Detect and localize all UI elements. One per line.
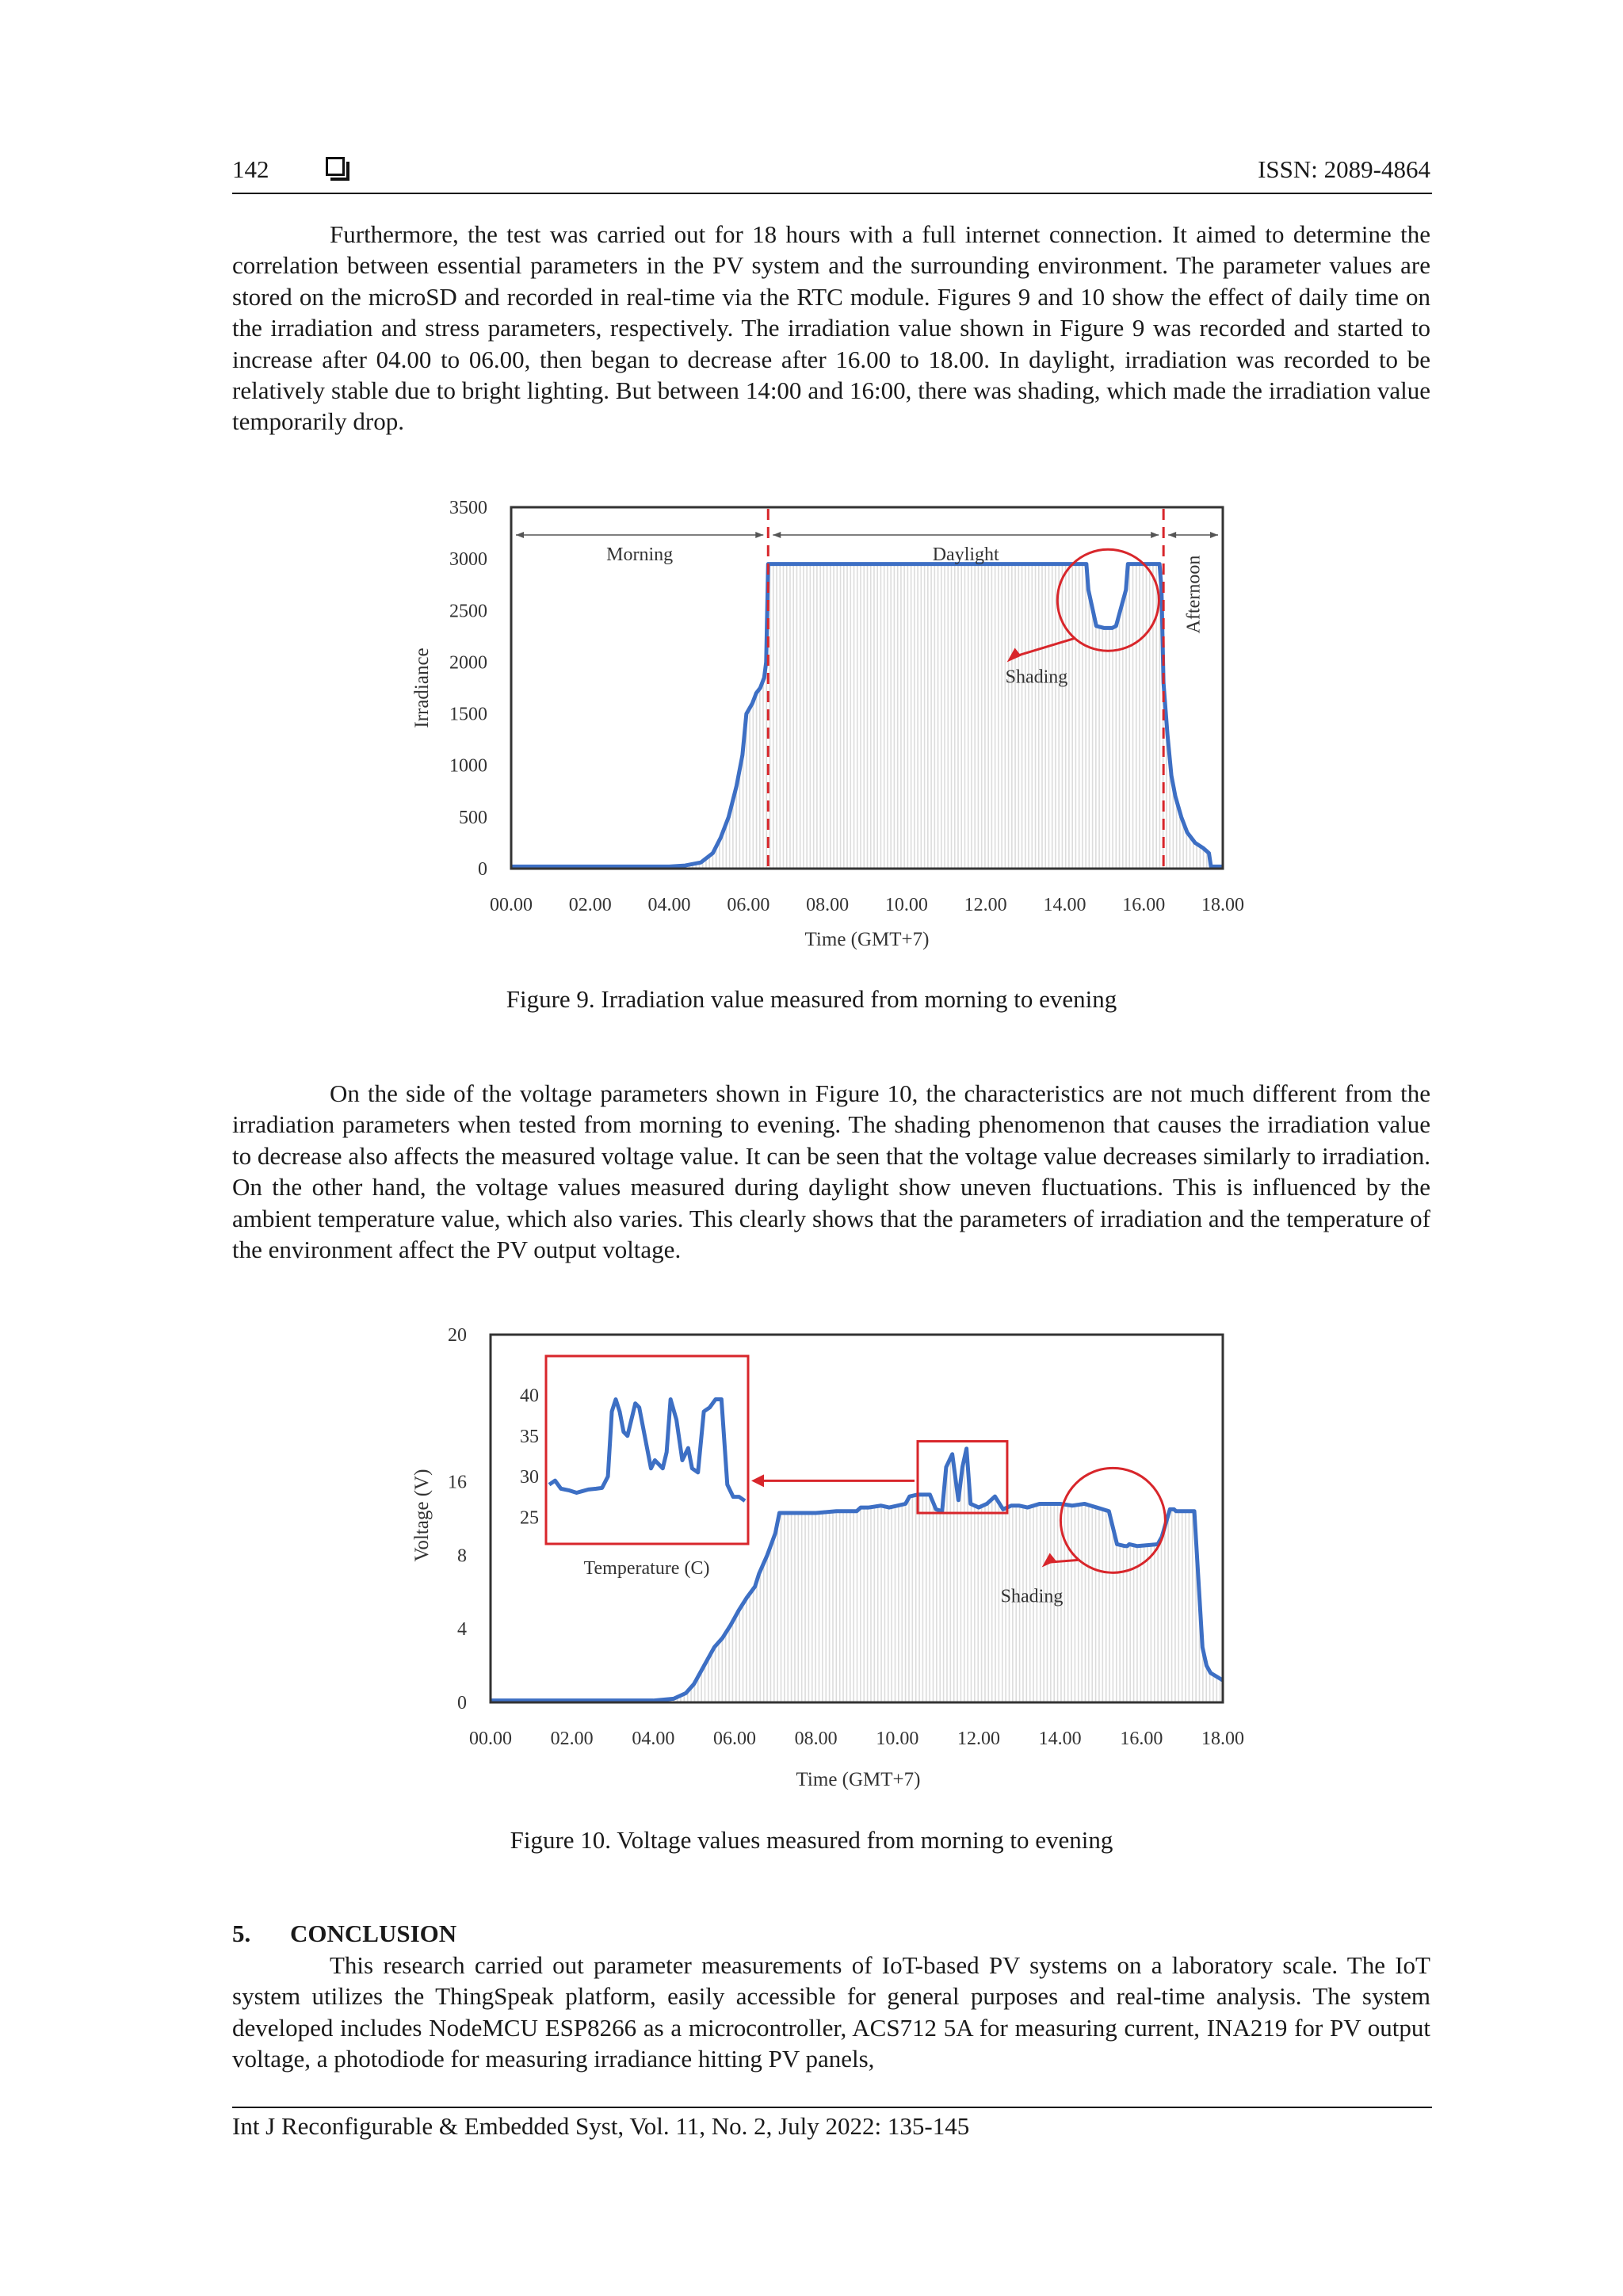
x-tick-label: 18.00 — [1201, 1729, 1244, 1749]
region-label: Morning — [606, 544, 674, 565]
arrow-head — [755, 532, 763, 538]
x-tick-label: 08.00 — [794, 1729, 838, 1749]
y-tick-label: 2000 — [449, 652, 487, 674]
body-paragraph-1: Furthermore, the test was carried out for 18 hours with a full internet connection. It aimed to determine the correlation between essential parameters in the PV system and the surrounding environment. The parameter values are stored on the microSD and recorded in real-time via the RTC module. Figures 9 and 10 show the effect of daily time on the irradiation and stress parameters, respectively. The irradiation value shown in Figure 9 was recorded and started to increase after 04.00 to 06.00, then began to decrease after 16.00 to 18.00. In daylight, irradiation was recorded to be relatively stable due to bright lighting. But between 14:00 and 16:00, there was shading, which made the irradiation value temporarily drop. — [232, 220, 1430, 436]
shading-label: Shading — [1005, 667, 1068, 688]
x-tick-label: 02.00 — [550, 1729, 594, 1749]
figure-10-chart — [396, 1316, 1268, 1807]
arrow-head — [1151, 532, 1159, 538]
figure-9-caption: Figure 9. Irradiation value measured from morning to evening — [506, 985, 1117, 1013]
arrow-head — [1168, 532, 1176, 538]
y-tick-label: 8 — [457, 1545, 467, 1567]
body-paragraph-3: This research carried out parameter measurements of IoT-based PV systems on a laboratory scale. The IoT system utilizes the ThingSpeak platform, easily accessible for general purposes and real-time analysis. The system developed includes NodeMCU ESP8266 as a microcontroller, ACS712 5A for measuring current, INA219 for PV output voltage, a photodiode for measuring irradiance hitting PV panels, — [232, 1951, 1430, 2073]
section-heading — [232, 1920, 456, 1948]
y-axis-label: Voltage (V) — [411, 1469, 433, 1562]
arrow-head — [1210, 532, 1218, 538]
y-tick-label: 0 — [478, 859, 487, 880]
x-tick-label: 04.00 — [632, 1729, 675, 1749]
x-tick-label: 12.00 — [964, 895, 1007, 915]
arrow-head — [773, 532, 781, 538]
x-tick-label: 10.00 — [884, 895, 928, 915]
region-label: Afternoon — [1183, 555, 1205, 634]
x-tick-label: 04.00 — [647, 895, 691, 915]
x-tick-label: 16.00 — [1120, 1729, 1163, 1749]
x-tick-label: 10.00 — [876, 1729, 919, 1749]
section-number: 5. — [232, 1920, 251, 1947]
shading-label: Shading — [1000, 1586, 1064, 1607]
x-tick-label: 00.00 — [490, 895, 533, 915]
x-tick-label: 08.00 — [806, 895, 850, 915]
y-tick-label: 0 — [457, 1693, 467, 1713]
y-tick-label: 3500 — [449, 498, 487, 518]
inset-caption: Temperature (C) — [583, 1558, 710, 1579]
arrow-head — [516, 532, 524, 538]
y-tick-label: 16 — [448, 1472, 467, 1493]
section-title: CONCLUSION — [290, 1920, 457, 1947]
y-tick-label: 3000 — [449, 549, 487, 571]
y-tick-label: 1500 — [449, 704, 487, 725]
arrow-head — [751, 1474, 764, 1487]
inset-y-tick-label: 25 — [520, 1507, 539, 1529]
header-rule — [232, 193, 1432, 194]
x-tick-label: 12.00 — [957, 1729, 1000, 1749]
y-axis-label: Irradiance — [411, 648, 433, 728]
y-tick-label: 4 — [457, 1619, 467, 1641]
x-tick-label: 06.00 — [727, 895, 770, 915]
inset-y-tick-label: 35 — [520, 1426, 539, 1447]
y-tick-label: 500 — [459, 807, 487, 828]
x-tick-label: 02.00 — [568, 895, 612, 915]
y-tick-label: 2500 — [449, 601, 487, 622]
body-paragraph-2: On the side of the voltage parameters shown in Figure 10, the characteristics are not much different from the irradiation parameters when tested from morning to evening. The shading phenomenon that causes the irradiation value to decrease also affects the measured voltage value. It can be seen that the voltage value decreases similarly to irradiation. On the other hand, the voltage values measured during daylight show uneven fluctuations. This is influenced by the ambient temperature value, which also varies. This clearly shows that the parameters of irradiation and the temperature of the environment affect the PV output voltage. — [232, 1079, 1430, 1264]
x-axis-label: Time (GMT+7) — [804, 929, 930, 950]
page-number: 142 — [232, 155, 269, 183]
daylight-hatch — [511, 564, 1220, 869]
figure-9-chart — [396, 476, 1268, 967]
x-tick-label: 16.00 — [1122, 895, 1166, 915]
x-tick-label: 14.00 — [1043, 895, 1086, 915]
x-tick-label: 06.00 — [713, 1729, 756, 1749]
issn-label: ISSN: 2089-4864 — [1258, 155, 1430, 183]
square-bullet-icon — [326, 157, 345, 176]
y-tick-label: 1000 — [449, 755, 487, 777]
inset-y-tick-label: 40 — [520, 1385, 539, 1407]
x-axis-label: Time (GMT+7) — [796, 1769, 921, 1790]
x-tick-label: 00.00 — [469, 1729, 512, 1749]
region-label: Daylight — [932, 544, 999, 565]
footer-rule — [232, 2107, 1432, 2108]
running-header — [232, 155, 1430, 193]
figure-10-caption: Figure 10. Voltage values measured from morning to evening — [510, 1826, 1113, 1854]
y-tick-label: 20 — [448, 1325, 467, 1346]
running-footer: Int J Reconfigurable & Embedded Syst, Vol. 11, No. 2, July 2022: 135-145 — [232, 2112, 970, 2140]
x-tick-label: 18.00 — [1201, 895, 1244, 915]
x-tick-label: 14.00 — [1038, 1729, 1082, 1749]
inset-y-tick-label: 30 — [520, 1467, 539, 1488]
